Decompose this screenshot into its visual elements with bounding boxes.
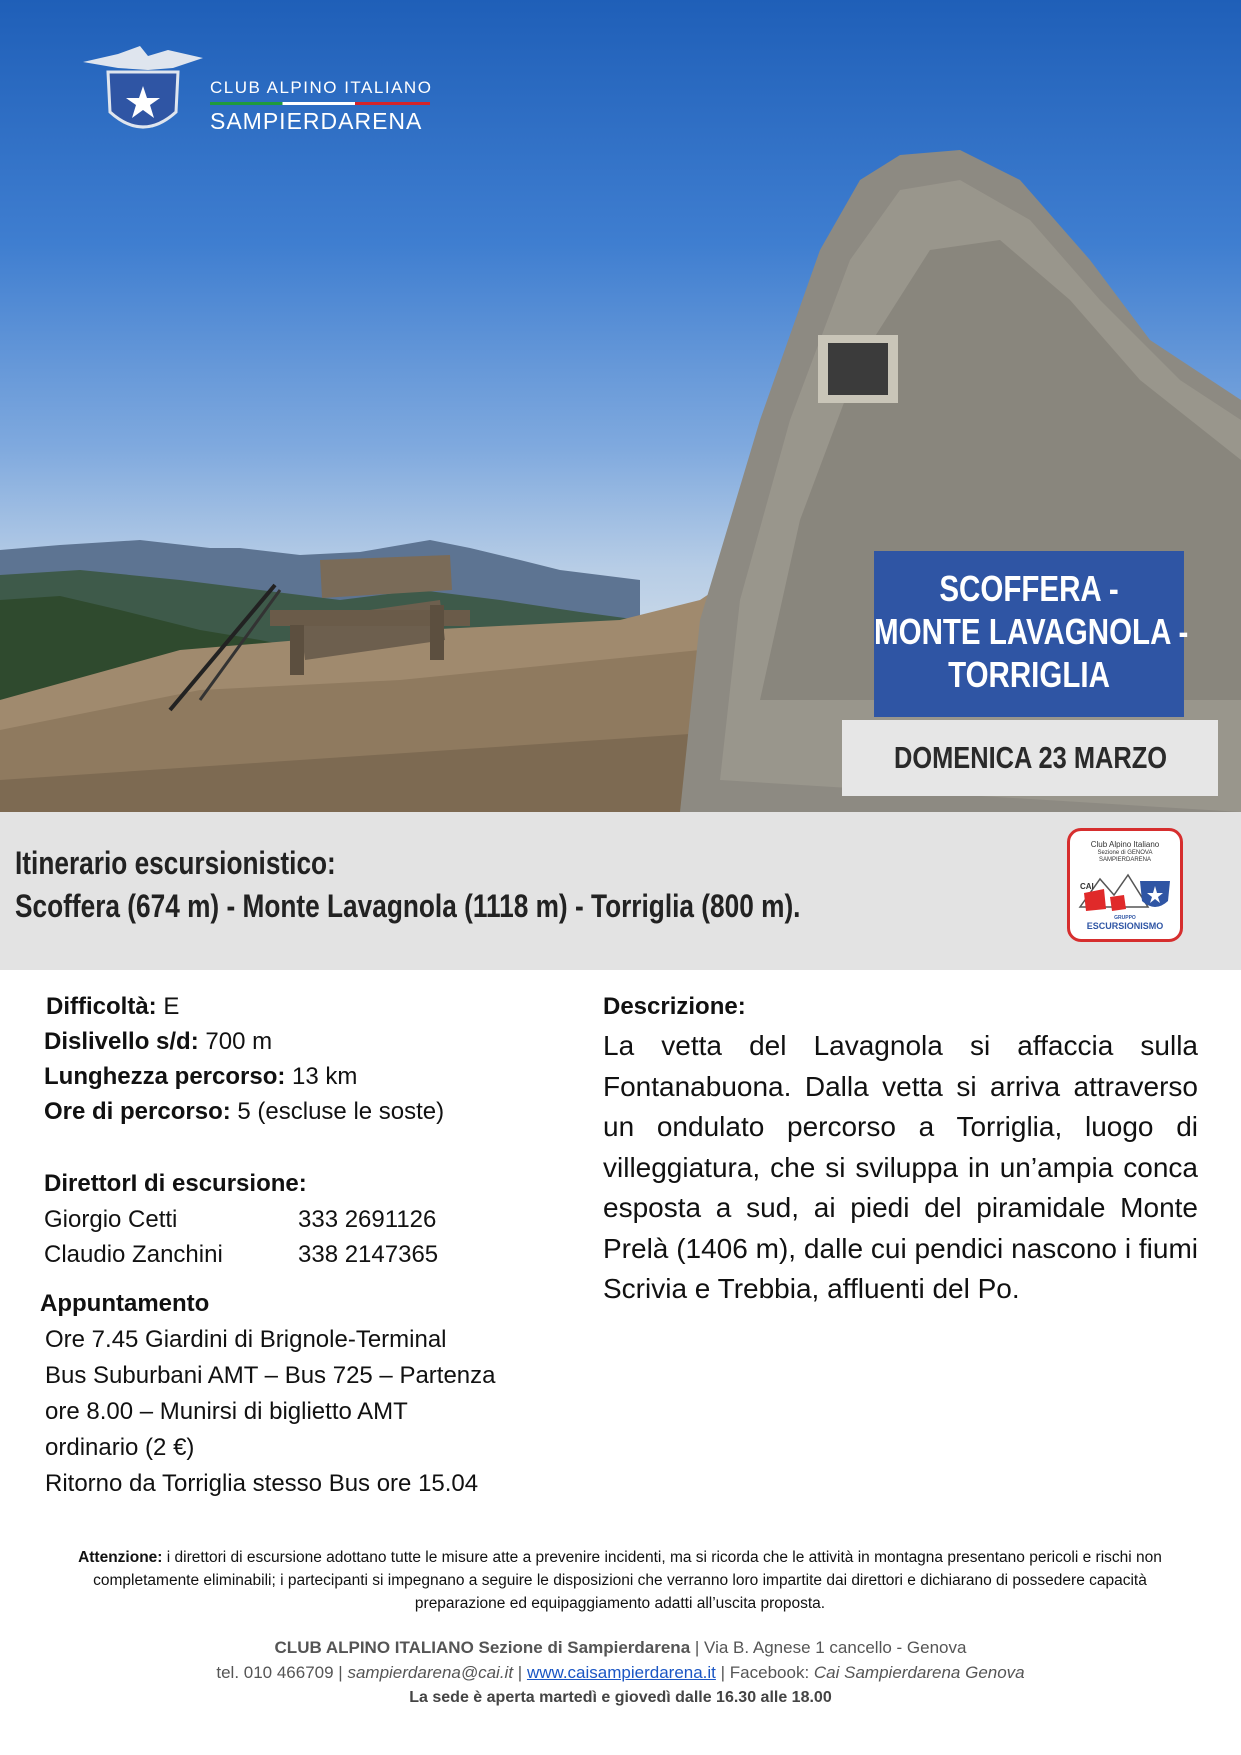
badge-name — [1070, 915, 1180, 931]
elevation-value: 700 m — [205, 1028, 273, 1055]
hours-row — [44, 1098, 444, 1126]
footer-facebook-label: Facebook: — [729, 1663, 810, 1682]
director-name: Claudio Zanchini — [44, 1241, 223, 1268]
footer-contacts-line: tel. 010 466709 | sampierdarena@cai.it | www.caisampierdarena.it | Facebook: Cai Sampierdarena Genova — [216, 1663, 1025, 1682]
length-value: 13 km — [292, 1063, 358, 1090]
director-row — [44, 1241, 438, 1269]
footer-website-link[interactable]: www.caisampierdarena.it — [526, 1663, 716, 1682]
meeting-line: ore 8.00 – Munirsi di biglietto AMT — [45, 1398, 408, 1425]
badge-subsection: SAMPIERDARENA — [1098, 857, 1151, 863]
description-text: La vetta del Lavagnola si affaccia sulla Fontanabuona. Dalla vetta si arriva attraverso un ondulato percorso a Torriglia, luogo di villeggiatura, che si sviluppa in un’ampia conca esposta a sud, ai piedi del piramidale Monte Prelà (1406 m), dalle cui pendici nascono i fiumi Scrivia e Trebbia, affluenti del Po. — [603, 1030, 1198, 1304]
logo-title: CLUB ALPINO ITALIANO — [210, 78, 433, 97]
title-line: TORRIGLIA — [948, 654, 1110, 695]
director-phone: 338 2147365 — [298, 1241, 439, 1268]
meeting-heading — [40, 1290, 209, 1318]
meeting-line: ordinario (2 €) — [45, 1434, 195, 1461]
director-name: Giorgio Cetti — [44, 1206, 178, 1233]
footer-email[interactable]: sampierdarena@cai.it — [347, 1663, 514, 1682]
hours-label: Ore di percorso: — [44, 1098, 231, 1125]
badge-section: Sezione di GENOVA — [1097, 850, 1153, 856]
itinerary-label: Itinerario escursionistico: — [15, 845, 336, 881]
meeting-label: Appuntamento — [40, 1290, 210, 1317]
length-row — [44, 1063, 357, 1091]
length-label: Lunghezza percorso: — [44, 1063, 286, 1090]
footer-facebook: Cai Sampierdarena Genova — [813, 1663, 1025, 1682]
hero-photo — [0, 0, 1241, 812]
difficulty-label: Difficoltà: — [46, 993, 157, 1020]
description-label: Descrizione: — [603, 993, 746, 1020]
director-phone: 333 2691126 — [298, 1206, 437, 1233]
difficulty-value: E — [163, 993, 180, 1020]
badge-subtitle — [1070, 850, 1180, 864]
director-row — [44, 1206, 436, 1234]
event-date-text: DOMENICA 23 MARZO — [893, 740, 1167, 775]
notice-text: i direttori di escursione adottano tutte le misure atte a prevenire incidenti, ma si ricorda che le attività in montagna presentano pericoli e rischi non completamente eliminabili; i partecipanti si impegnano a seguire le disposizioni che verranno loro impartite dai direttori e dichiarano di possedere capacità preparazione ed equipaggiamento adatti all’uscita proposta. — [93, 1549, 1162, 1612]
badge-mountains-icon — [1078, 867, 1174, 917]
directors-heading — [44, 1170, 307, 1198]
badge-group: GRUPPO — [1114, 915, 1136, 921]
elevation-label: Dislivello s/d: — [44, 1028, 199, 1055]
meeting-line: Bus Suburbani AMT – Bus 725 – Partenza — [45, 1362, 496, 1389]
badge-group-name: ESCURSIONISMO — [1086, 921, 1164, 931]
safety-notice — [70, 1546, 1170, 1615]
logo-section: SAMPIERDARENA — [210, 108, 423, 134]
title-line: SCOFFERA - — [939, 568, 1119, 609]
event-title — [874, 551, 1189, 717]
escursionismo-badge — [1067, 828, 1183, 942]
footer-phone: tel. 010 466709 — [216, 1663, 334, 1682]
hours-value: 5 (escluse le soste) — [237, 1098, 445, 1125]
title-line: MONTE LAVAGNOLA - — [874, 611, 1189, 652]
event-date — [842, 720, 1218, 796]
cai-logo — [78, 42, 438, 152]
footer-hours: La sede è aperta martedì e giovedì dalle 16.30 alle 18.00 — [409, 1689, 832, 1706]
directors-label: DirettorI di escursione: — [44, 1170, 307, 1197]
footer-address-line: CLUB ALPINO ITALIANO Sezione di Sampierdarena | Via B. Agnese 1 cancello - Genova — [274, 1638, 967, 1657]
footer-org: CLUB ALPINO ITALIANO Sezione di Sampierdarena — [274, 1638, 691, 1657]
notice-label: Attenzione: — [78, 1549, 163, 1566]
elevation-row — [44, 1028, 272, 1056]
tricolor-stripe — [210, 102, 430, 105]
itinerary-route: Scoffera (674 m) - Monte Lavagnola (1118 m) - Torriglia (800 m). — [15, 888, 801, 924]
badge-cai-label: CAI — [1080, 882, 1094, 891]
meeting-line: Ore 7.45 Giardini di Brignole-Terminal — [45, 1326, 447, 1353]
footer-address: Via B. Agnese 1 cancello - Genova — [704, 1638, 967, 1657]
cai-eagle-emblem-icon — [78, 42, 208, 152]
badge-title: Club Alpino Italiano — [1090, 840, 1160, 849]
difficulty-row — [46, 993, 179, 1021]
meeting-line: Ritorno da Torriglia stesso Bus ore 15.04 — [45, 1470, 479, 1497]
